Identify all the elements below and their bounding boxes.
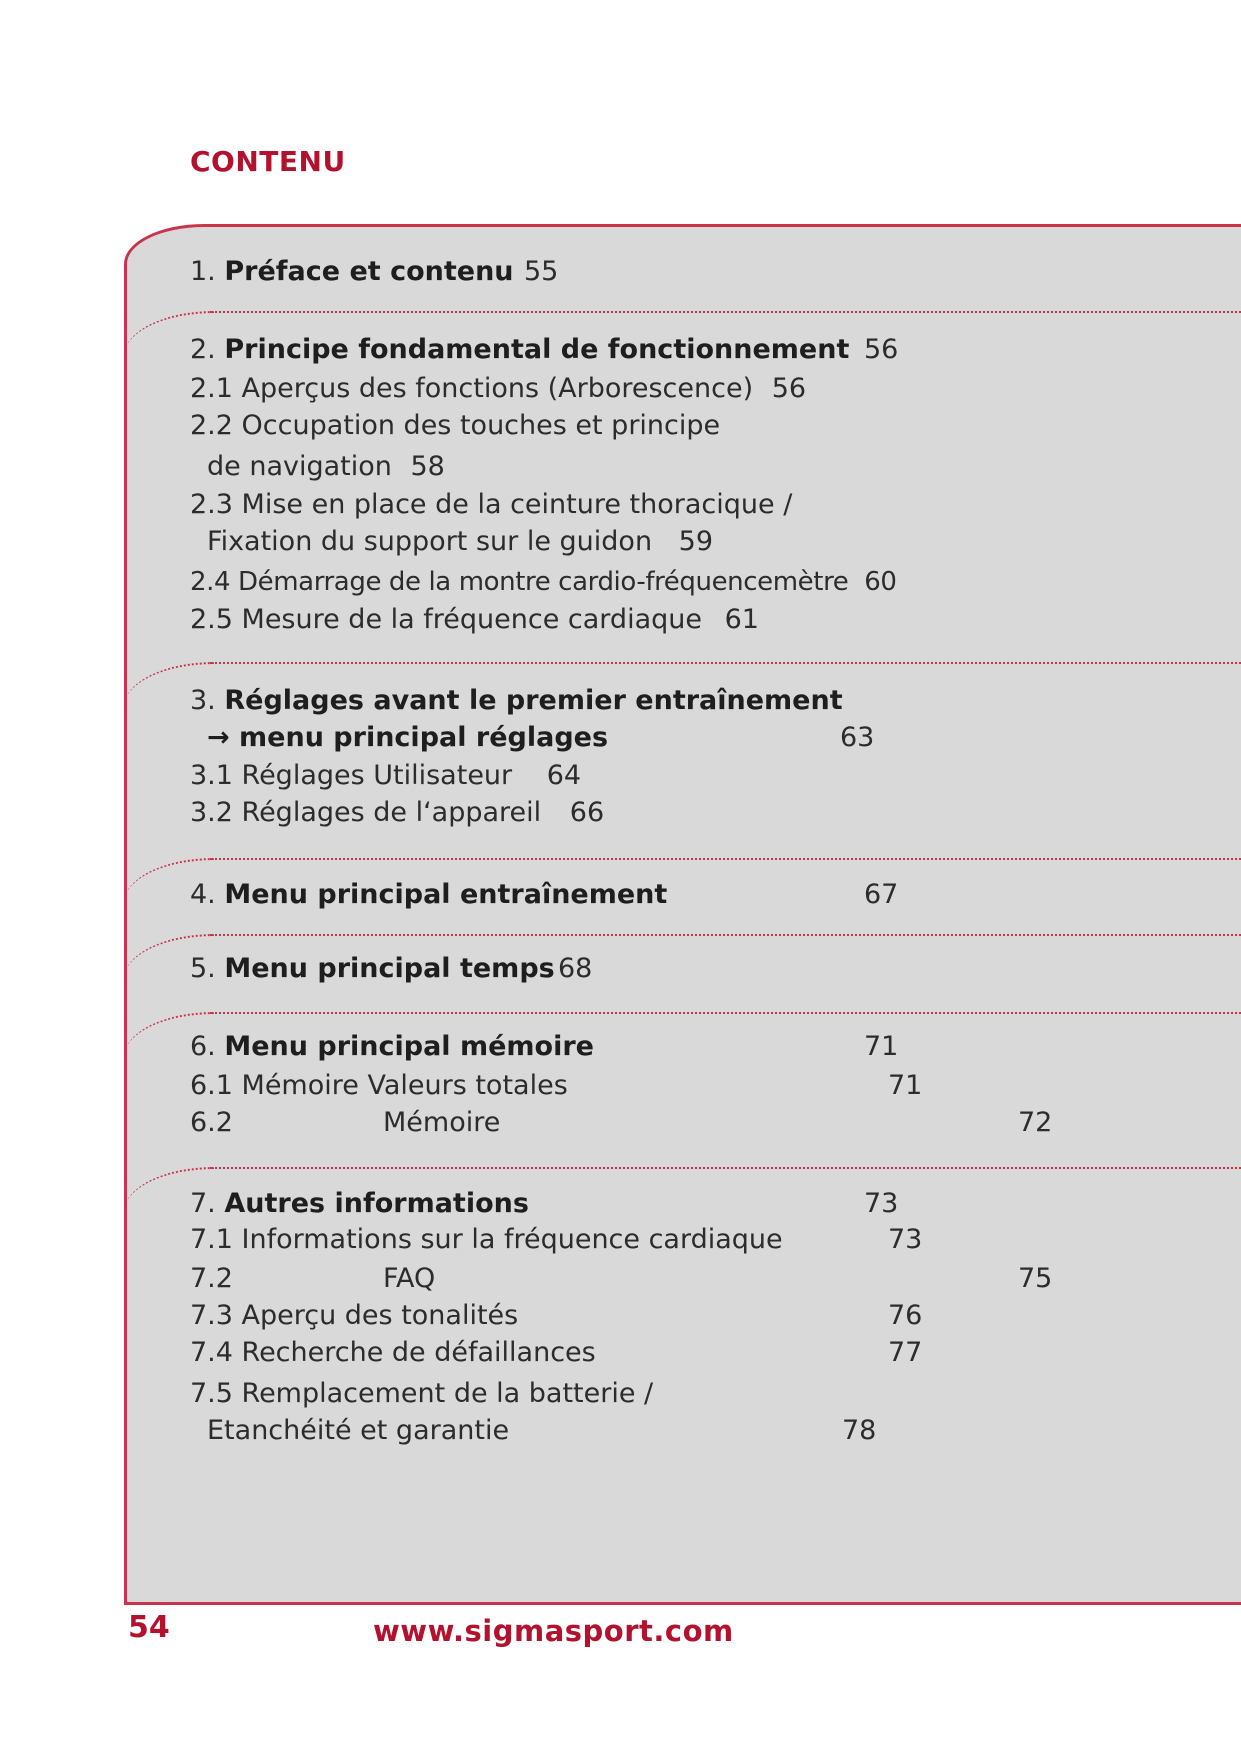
separator — [210, 934, 1241, 938]
toc-page: 71 — [864, 1031, 899, 1062]
page-number: 54 — [128, 1610, 170, 1645]
toc-entry-3-1: 3.1 Réglages Utilisateur 64 — [190, 760, 582, 791]
toc-entry-7-1: 7.1 Informations sur la fréquence cardiaque — [190, 1224, 783, 1255]
toc-entry-2-4: 2.4 Démarrage de la montre cardio-fréquencemètre 60 — [190, 567, 897, 597]
separator — [210, 662, 1241, 666]
separator — [210, 311, 1241, 315]
toc-page: 77 — [888, 1337, 923, 1368]
footer-url-link[interactable]: www.sigmasport.com — [373, 1614, 734, 1648]
toc-entry-7-2: FAQ — [383, 1263, 436, 1294]
toc-page: 78 — [842, 1415, 877, 1446]
toc-entry-2-2: 2.2 Occupation des touches et principe — [190, 410, 721, 441]
toc-page: 73 — [888, 1224, 923, 1255]
toc-entry-2-3: 2.3 Mise en place de la ceinture thoracique / — [190, 489, 793, 520]
toc-entry-5: 5. Menu principal temps — [190, 953, 555, 984]
toc-entry-7-5-cont: Etanchéité et garantie — [207, 1415, 510, 1446]
toc-entry-2-3-cont: Fixation du support sur le guidon 59 — [207, 526, 714, 557]
toc-entry-2-2-cont: de navigation 58 — [207, 451, 445, 482]
toc-entry-3: 3. Réglages avant le premier entraînement — [190, 685, 843, 716]
toc-entry-1: 1. Préface et contenu — [190, 256, 514, 287]
toc-entry-7-3: 7.3 Aperçu des tonalités — [190, 1300, 519, 1331]
toc-entry-6: 6. Menu principal mémoire — [190, 1031, 594, 1062]
toc-page: 75 — [1018, 1263, 1053, 1294]
toc-page: 73 — [864, 1188, 899, 1219]
toc-page: 72 — [1018, 1107, 1053, 1138]
toc-entry-7-2-num: 7.2 — [190, 1263, 233, 1294]
toc-entry-7-4: 7.4 Recherche de défaillances — [190, 1337, 596, 1368]
toc-entry-4: 4. Menu principal entraînement — [190, 879, 668, 910]
toc-page: 55 — [524, 256, 559, 287]
separator — [210, 1167, 1241, 1171]
separator — [210, 858, 1241, 862]
separator — [210, 1012, 1241, 1016]
toc-page: 68 — [558, 953, 593, 984]
toc-entry-2-1: 2.1 Aperçus des fonctions (Arborescence) 56 — [190, 373, 807, 404]
toc-page: 71 — [888, 1070, 923, 1101]
toc-entry-6-1: 6.1 Mémoire Valeurs totales — [190, 1070, 568, 1101]
toc-entry-7: 7. Autres informations — [190, 1188, 529, 1219]
toc-entry-2: 2. Principe fondamental de fonctionnement — [190, 334, 850, 365]
toc-entry-2-5: 2.5 Mesure de la fréquence cardiaque 61 — [190, 604, 759, 635]
toc-page: 67 — [864, 879, 899, 910]
toc-entry-3-subtitle: → menu principal réglages — [207, 722, 609, 753]
toc-page: 63 — [840, 722, 875, 753]
page-title: CONTENU — [190, 145, 346, 178]
toc-page: 76 — [888, 1300, 923, 1331]
toc-entry-3-2: 3.2 Réglages de l‘appareil 66 — [190, 797, 605, 828]
toc-entry-6-2: Mémoire — [383, 1107, 501, 1138]
toc-entry-6-2-num: 6.2 — [190, 1107, 233, 1138]
toc-page: 56 — [864, 334, 899, 365]
toc-entry-7-5: 7.5 Remplacement de la batterie / — [190, 1378, 654, 1409]
